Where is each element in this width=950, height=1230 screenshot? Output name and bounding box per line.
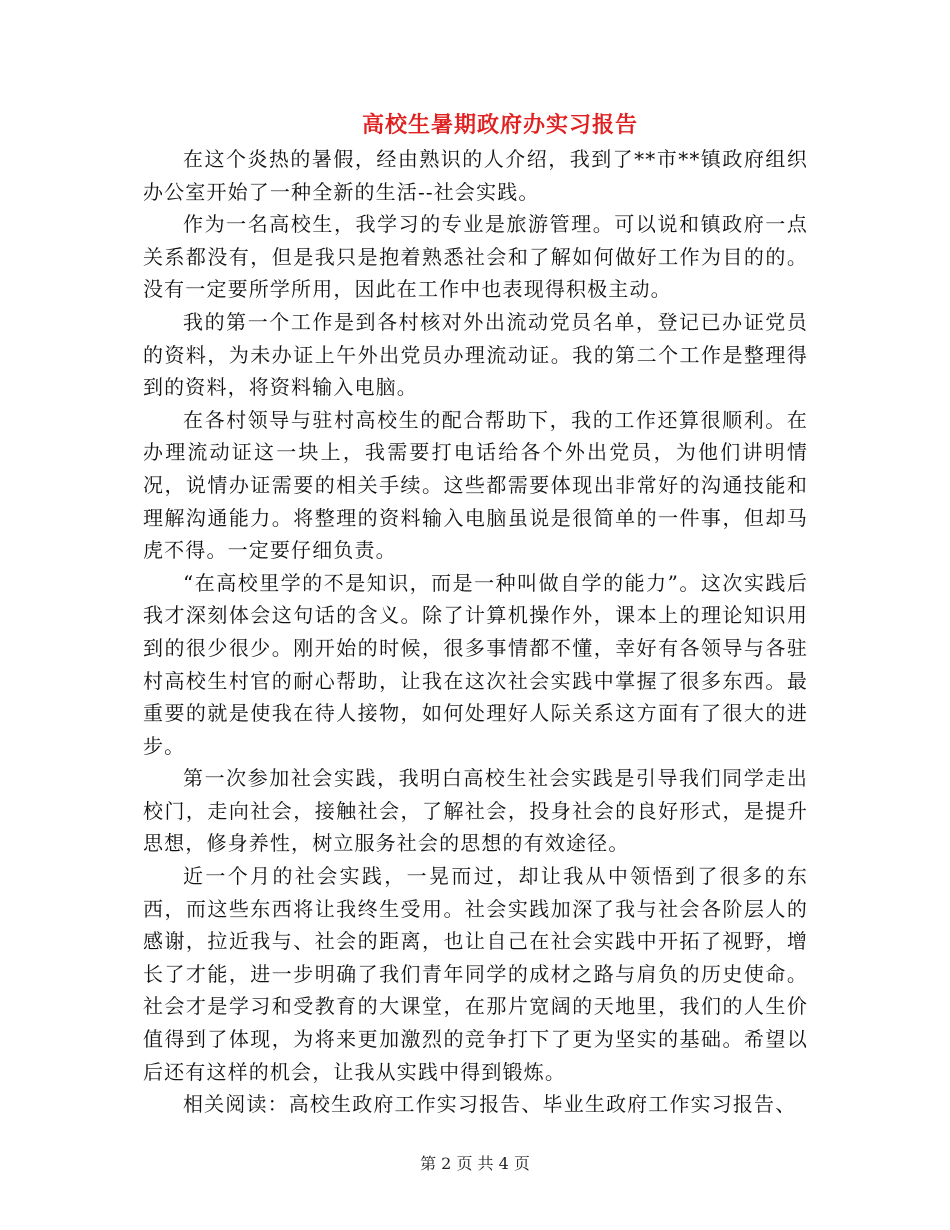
document-title: 高校生暑期政府办实习报告 bbox=[361, 112, 638, 138]
paragraph-4: 在各村领导与驻村高校生的配合帮助下，我的工作还算很顺利。在办理流动证这一块上，我需要打电话给各个外出党员，为他们讲明情况，说情办证需要的相关手续。这些都需要体现出非常好的沟通技能和理解沟通能力。将整理的资料输入电脑虽说是很简单的一件事，但却马虎不得。一定要仔细负责。 bbox=[143, 407, 808, 563]
paragraph-6: 第一次参加社会实践，我明白高校生社会实践是引导我们同学走出校门，走向社会，接触社会，了解社会，投身社会的良好形式，是提升思想，修身养性，树立服务社会的思想的有效途径。 bbox=[143, 766, 808, 856]
paragraph-2: 作为一名高校生，我学习的专业是旅游管理。可以说和镇政府一点关系都没有，但是我只是抱着熟悉社会和了解如何做好工作为目的的。没有一定要所学所用，因此在工作中也表现得积极主动。 bbox=[143, 212, 808, 302]
paragraph-1: 在这个炎热的暑假，经由熟识的人介绍，我到了**市**镇政府组织办公室开始了一种全新的生活--社会实践。 bbox=[143, 147, 808, 204]
paragraph-3: 我的第一个工作是到各村核对外出流动党员名单，登记已办证党员的资料，为未办证上午外出党员办理流动证。我的第二个工作是整理得到的资料，将资料输入电脑。 bbox=[143, 309, 808, 400]
related-reading: 相关阅读：高校生政府工作实习报告、毕业生政府工作实习报告、 bbox=[183, 1092, 797, 1117]
current-page-number: 2 bbox=[441, 1154, 452, 1173]
paragraph-5: “在高校里学的不是知识，而是一种叫做自学的能力”。这次实践后我才深刻体会这句话的含义。除了计算机操作外，课本上的理论知识用到的很少很少。刚开始的时候，很多事情都不懂，幸好有各领导与各驻村高校生村官的耐心帮助，让我在这次社会实践中掌握了很多东西。最重要的就是使我在待人接物，如何处理好人际关系这方面有了很大的进步。 bbox=[143, 570, 808, 758]
footer-mid: 页 共 bbox=[456, 1154, 494, 1173]
footer-prefix: 第 bbox=[420, 1154, 437, 1173]
page-footer bbox=[0, 1152, 950, 1176]
document-body bbox=[143, 143, 808, 1121]
footer-suffix: 页 bbox=[513, 1154, 530, 1173]
paragraph-7: 近一个月的社会实践，一晃而过，却让我从中领悟到了很多的东西，而这些东西将让我终生受用。社会实践加深了我与社会各阶层人的感谢，拉近我与、社会的距离，也让自己在社会实践中开拓了视野，增长了才能，进一步明确了我们青年同学的成材之路与肩负的历史使命。社会才是学习和受教育的大课堂，在那片宽阔的天地里，我们的人生价值得到了体现，为将来更加激烈的竞争打下了更为坚实的基础。希望以后还有这样的机会，让我从实践中得到锻炼。 bbox=[143, 864, 808, 1084]
total-pages-number: 4 bbox=[498, 1154, 509, 1173]
